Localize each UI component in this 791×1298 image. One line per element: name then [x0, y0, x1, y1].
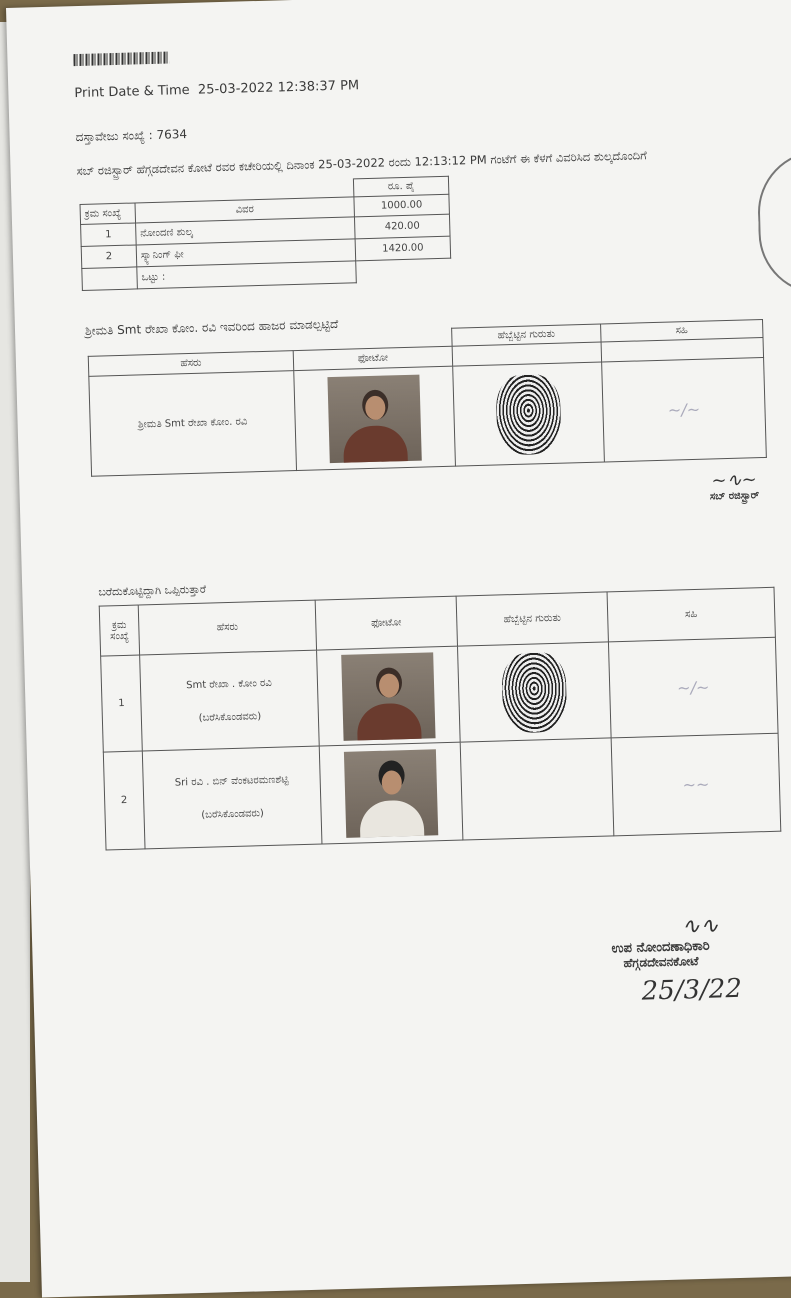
registrar-signature-block [580, 913, 743, 1008]
executant-photo [344, 749, 438, 838]
registration-document-page [6, 0, 791, 1297]
office-seal [756, 150, 791, 296]
fee-desc: ಸ್ಕ್ಯಾನಿಂಗ್ ಫೀ [136, 239, 356, 267]
exec-col-thumb: ಹೆಬ್ಬೆಟ್ಟಿನ ಗುರುತು [456, 592, 608, 646]
fee-amount: 420.00 [354, 214, 450, 239]
executant-sno: 1 [101, 655, 143, 752]
presenter-thumbprint [495, 373, 561, 455]
registrar-office: ಹೆಗ್ಗಡದೇವನಕೋಟೆ [623, 954, 699, 971]
document-number-line: ದಸ್ತಾವೇಜು ಸಂಖ್ಯೆ : 7634 [75, 126, 188, 145]
print-datetime-value: 25-03-2022 12:38:37 PM [197, 78, 360, 98]
executants-heading: ಬರೆದುಕೊಟ್ಟಿದ್ದಾಗಿ ಒಪ್ಪಿರುತ್ತಾರೆ [98, 582, 207, 599]
executant-row [103, 733, 780, 850]
exec-col-sno: ಕ್ರಮ ಸಂಖ್ಯೆ [99, 605, 139, 656]
registrar-signature: ∿∿ [681, 913, 719, 940]
exec-col-name: ಹೆಸರು [138, 600, 316, 655]
fee-desc: ನೋಂದಣಿ ಶುಲ್ಕ [136, 217, 356, 245]
executant-signature: ~/~ [676, 677, 710, 698]
presenter-heading: ಶ್ರೀಮತಿ Smt ರೇಖಾ ಕೋಂ. ರವಿ ಇವರಿಂದ ಹಾಜರ ಮಾಡಲ್ಪಟ್ಟಿದೆ [84, 316, 339, 338]
fee-sno: 1 [81, 223, 137, 247]
presenter-col-name: ಹೆಸರು [88, 351, 293, 377]
presenter-col-photo: ಫೋಟೋ [293, 346, 452, 370]
executant-role: (ಬರೆಸಿಕೊಂಡವರು) [198, 710, 262, 724]
presenter-table [84, 316, 767, 477]
registrar-title: ಉಪ ನೋಂದಣಾಧಿಕಾರಿ [611, 938, 710, 957]
executants-table [99, 587, 782, 851]
executant-photo [341, 652, 435, 741]
presenter-col-thumb: ಹೆಬ್ಬೆಟ್ಟಿನ ಗುರುತು [452, 324, 601, 346]
print-datetime-label: Print Date & Time [74, 82, 190, 102]
document-number-label: ದಸ್ತಾವೇಜು ಸಂಖ್ಯೆ [75, 128, 146, 145]
presenter-name: ಶ್ರೀಮತಿ Smt ರೇಖಾ ಕೋಂ. ರವಿ [89, 371, 297, 477]
print-datetime-line [74, 78, 359, 101]
sub-registrar-label: ಸಬ್ ರಜಿಸ್ಟ್ರಾರ್ [709, 490, 760, 503]
executant-sno: 2 [103, 751, 145, 850]
sub-registrar-signature: ~∿~ [711, 469, 758, 492]
executant-signature: ~~ [682, 774, 710, 795]
registrar-date: 25/3/22 [641, 973, 743, 1007]
executant-name: Smt ರೇಖಾ . ಕೋಂ ರವಿ [186, 677, 272, 691]
currency-header: ರೂ. ಪೈ [353, 176, 448, 197]
fees-col-sno: ಕ್ರಮ ಸಂಖ್ಯೆ [80, 203, 136, 225]
fee-total: 1420.00 [355, 236, 451, 261]
executant-thumbprint [501, 651, 567, 733]
exec-col-sign: ಸಹಿ [607, 587, 775, 642]
executant-name: Sri ರವಿ . ಬಿನ್ ವೆಂಕಟರಮಣಶೆಟ್ಟಿ [174, 773, 289, 789]
document-number-value: 7634 [156, 126, 188, 142]
sub-registrar-stamp [709, 469, 759, 502]
executant-row [101, 637, 778, 752]
presenter-photo [327, 374, 421, 463]
fee-total-label: ಒಟ್ಟು : [137, 261, 357, 289]
presenter-row [89, 357, 767, 476]
presenter-col-sign: ಸಹಿ [601, 319, 763, 342]
exec-col-photo: ಫೋಟೋ [315, 596, 457, 650]
fee-sno: 2 [81, 245, 137, 269]
fee-amount: 1000.00 [354, 194, 450, 217]
fees-table [79, 176, 452, 291]
fees-col-desc: ವಿವರ [135, 197, 354, 223]
intro-text: ಸಬ್ ರಜಿಸ್ಟ್ರಾರ್ ಹೆಗ್ಗಡದೇವನ ಕೋಟೆ ರವರ ಕಚೇರಿಯಲ್ಲಿ ದಿನಾಂಕ 25-03-2022 ರಂದು 12:13:12 PM ಗಂಟೆಗೆ ಈ ಕೆಳಗೆ ವಿವರಿಸಿದ ಶುಲ್ಕದೊಂದಿಗೆ [76, 148, 647, 179]
executant-role: (ಬರೆಸಿಕೊಂಡವರು) [201, 807, 264, 821]
barcode [73, 51, 169, 66]
presenter-signature: ~/~ [667, 399, 701, 420]
